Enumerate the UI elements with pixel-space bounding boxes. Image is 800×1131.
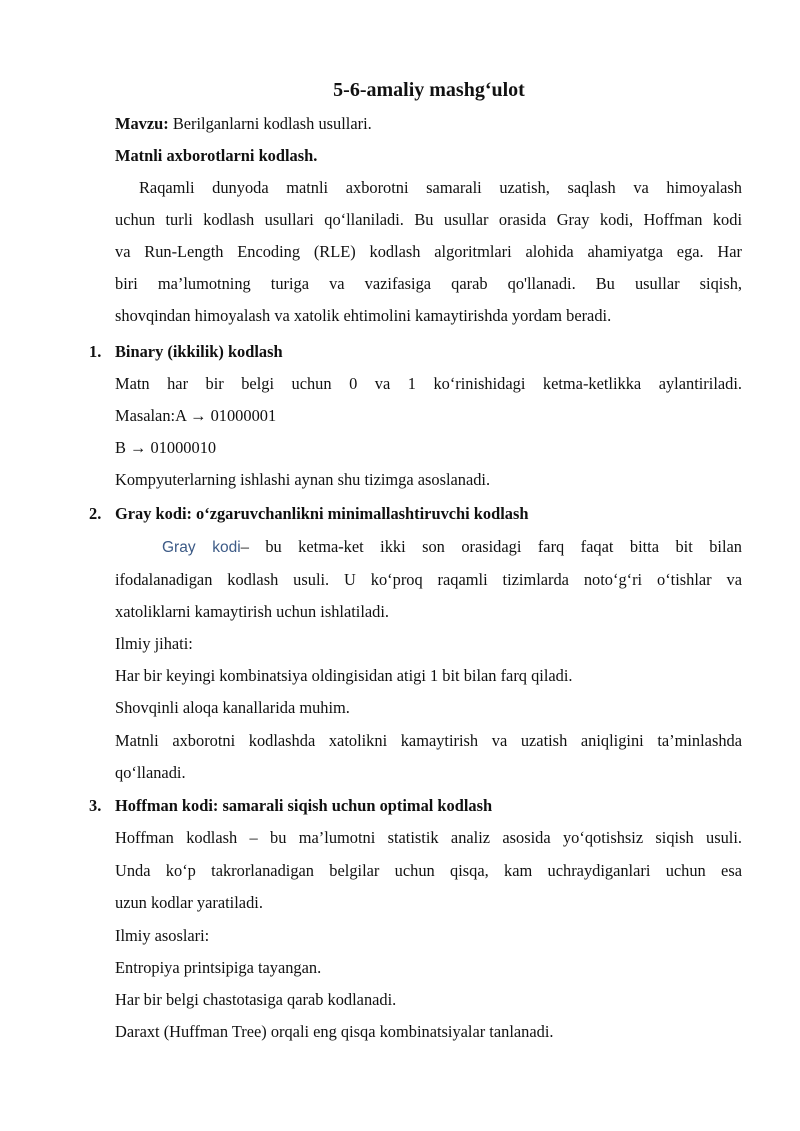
list-heading: Hoffman kodi: samarali siqish uchun optimal kodlash [115,796,493,815]
list-number: 3. [89,796,102,815]
list-text-line: Ilmiy asoslari: [115,926,210,945]
list-text-line: ifodalanadigan kodlash usuli. U ko‘proq raqamli tizimlarda noto‘g‘ri o‘tishlar va [115,570,742,589]
gray-code-definition: – bu ketma-ket ikki son orasidagi farq faqat bitta bit bilan [240,537,742,556]
list-text-line: Daraxt (Huffman Tree) orqali eng qisqa kombinatsiyalar tanlanadi. [115,1022,554,1041]
intro-line: shovqindan himoyalash va xatolik ehtimolini kamaytirishda yordam beradi. [115,306,612,325]
list-heading: Binary (ikkilik) kodlash [115,342,283,361]
topic-text: Berilganlarni kodlash usullari. [168,114,372,133]
list-text-line: xatoliklarni kamaytirish uchun ishlatiladi. [115,602,390,621]
list-text-line: Shovqinli aloqa kanallarida muhim. [115,698,350,717]
list-text-line: Hoffman kodlash – bu ma’lumotni statistik analiz asosida yo‘qotishsiz siqish usuli. [115,828,742,847]
intro-line: va Run-Length Encoding (RLE) kodlash algoritmlari alohida ahamiyatga ega. Har [115,242,742,261]
intro-line: uchun turli kodlash usullari qo‘llaniladi. Bu usullar orasida Gray kodi, Hoffman kodi [115,210,742,229]
list-text-line: qo‘llanadi. [115,763,186,782]
list-text-line: Har bir keyingi kombinatsiya oldingisidan atigi 1 bit bilan farq qiladi. [115,666,573,685]
list-text-line [162,536,742,559]
list-text-line: Matnli axborotni kodlashda xatolikni kamaytirish va uzatish aniqligini ta’minlashda [115,731,742,750]
list-text-line: Kompyuterlarning ishlashi aynan shu tizimga asoslanadi. [115,470,491,489]
list-number: 2. [89,504,102,523]
topic-label: Mavzu: [115,114,169,133]
page-title: 5-6-amaliy mashg‘ulot [333,79,525,101]
list-text-line: B → 01000010 [115,438,217,457]
topic-line [115,113,742,135]
section-heading: Matnli axborotlarni kodlash. [115,146,318,165]
intro-line: biri ma’lumotning turiga va vazifasiga qarab qo'llanadi. Bu usullar siqish, [115,274,742,293]
list-number: 1. [89,342,102,361]
list-text-line: Entropiya printsipiga tayangan. [115,958,322,977]
list-heading: Gray kodi: o‘zgaruvchanlikni minimallashtiruvchi kodlash [115,504,529,523]
list-text-line: Masalan:A → 01000001 [115,406,277,425]
list-text-line: Unda ko‘p takrorlanadigan belgilar uchun qisqa, kam uchraydiganlari uchun esa [115,861,742,880]
list-text-line: Har bir belgi chastotasiga qarab kodlanadi. [115,990,397,1009]
list-text-line: uzun kodlar yaratiladi. [115,893,263,912]
gray-code-term: Gray kodi [162,539,241,556]
list-text-line: Ilmiy jihati: [115,634,193,653]
list-text-line: Matn har bir belgi uchun 0 va 1 ko‘rinishidagi ketma-ketlikka aylantiriladi. [115,374,742,393]
intro-line: Raqamli dunyoda matnli axborotni samarali uzatish, saqlash va himoyalash [139,178,742,197]
